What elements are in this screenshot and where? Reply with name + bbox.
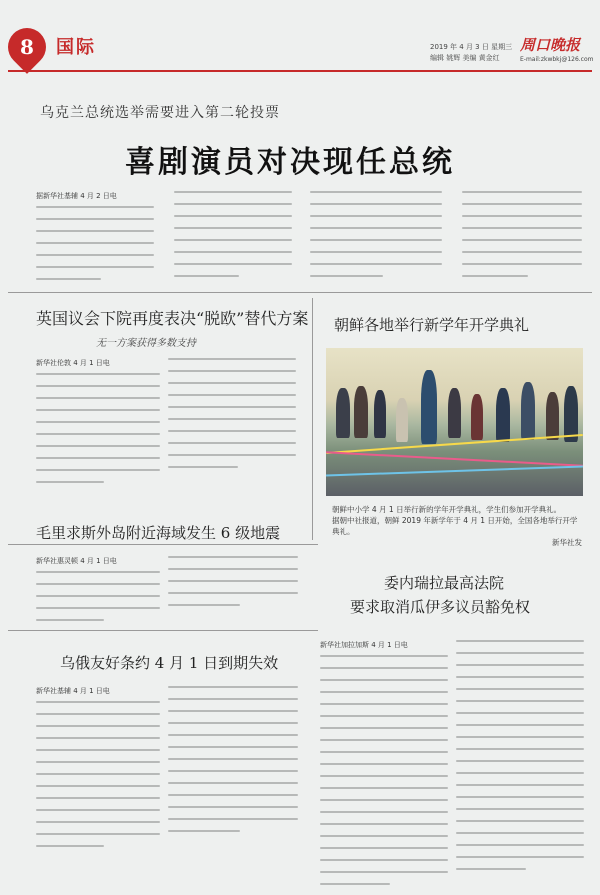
mauritius-col-1 — [36, 556, 160, 631]
page-number: 8 — [20, 35, 34, 59]
ukraine-col-2 — [174, 191, 292, 287]
brexit-dateline: 新华社伦敦 4 月 1 日电 — [36, 359, 110, 367]
header-date: 2019 年 4 月 3 日 星期三 — [430, 43, 513, 51]
school-ceremony-photo — [326, 348, 583, 496]
ukraine-kicker: 乌克兰总统选举需要进入第二轮投票 — [40, 105, 280, 121]
treaty-col-2 — [168, 686, 298, 842]
brexit-col-1 — [36, 358, 160, 493]
ukraine-headline: 喜剧演员对决现任总统 — [125, 145, 455, 180]
section-divider — [8, 630, 318, 631]
dprk-caption — [332, 504, 582, 548]
venezuela-headline-line-1: 委内瑞拉最高法院 — [384, 574, 505, 592]
dprk-caption-line-1: 朝鲜中小学 4 月 1 日举行新的学年开学典礼，学生们参加开学典礼。 — [332, 505, 562, 514]
dprk-caption-line-2: 据朝中社报道，朝鲜 2019 年新学年于 4 月 1 日开始，全国各地举行开学典礼。 — [332, 516, 578, 536]
ukraine-col-3 — [310, 191, 442, 287]
ukraine-col-4 — [462, 191, 582, 287]
header-meta — [430, 42, 512, 64]
mauritius-dateline: 新华社惠灵顿 4 月 1 日电 — [36, 557, 117, 565]
brexit-col-2 — [168, 358, 296, 478]
mauritius-col-2 — [168, 556, 298, 616]
column-divider — [312, 298, 313, 540]
venezuela-col-2 — [456, 640, 584, 880]
treaty-col-1 — [36, 686, 160, 857]
venezuela-dateline: 新华社加拉加斯 4 月 1 日电 — [320, 641, 408, 649]
ukraine-dateline: 据新华社基辅 4 月 2 日电 — [36, 192, 117, 200]
header-editors: 编辑 姚辉 美编 黄金红 — [430, 54, 500, 62]
venezuela-headline-line-2: 要求取消瓜伊多议员豁免权 — [350, 598, 531, 616]
brexit-headline: 英国议会下院再度表决“脱欧”替代方案 — [36, 309, 309, 328]
treaty-headline: 乌俄友好条约 4 月 1 日到期失效 — [60, 654, 279, 672]
header-email: E-mail:zkwbkj@126.com — [520, 56, 594, 63]
dprk-headline: 朝鲜各地举行新学年开学典礼 — [334, 316, 530, 334]
mauritius-headline: 毛里求斯外岛附近海域发生 6 级地震 — [36, 522, 286, 543]
venezuela-col-1 — [320, 640, 448, 895]
section-divider — [8, 292, 592, 293]
masthead-logo: 周口晚报 — [520, 36, 581, 54]
ukraine-col-1 — [36, 191, 154, 290]
section-divider — [8, 544, 318, 545]
section-title: 国际 — [56, 37, 96, 58]
dprk-caption-credit: 新华社发 — [552, 538, 582, 547]
header-divider — [8, 70, 592, 72]
treaty-dateline: 新华社基辅 4 月 1 日电 — [36, 687, 110, 695]
brexit-subtitle: 无一方案获得多数支持 — [96, 338, 196, 349]
